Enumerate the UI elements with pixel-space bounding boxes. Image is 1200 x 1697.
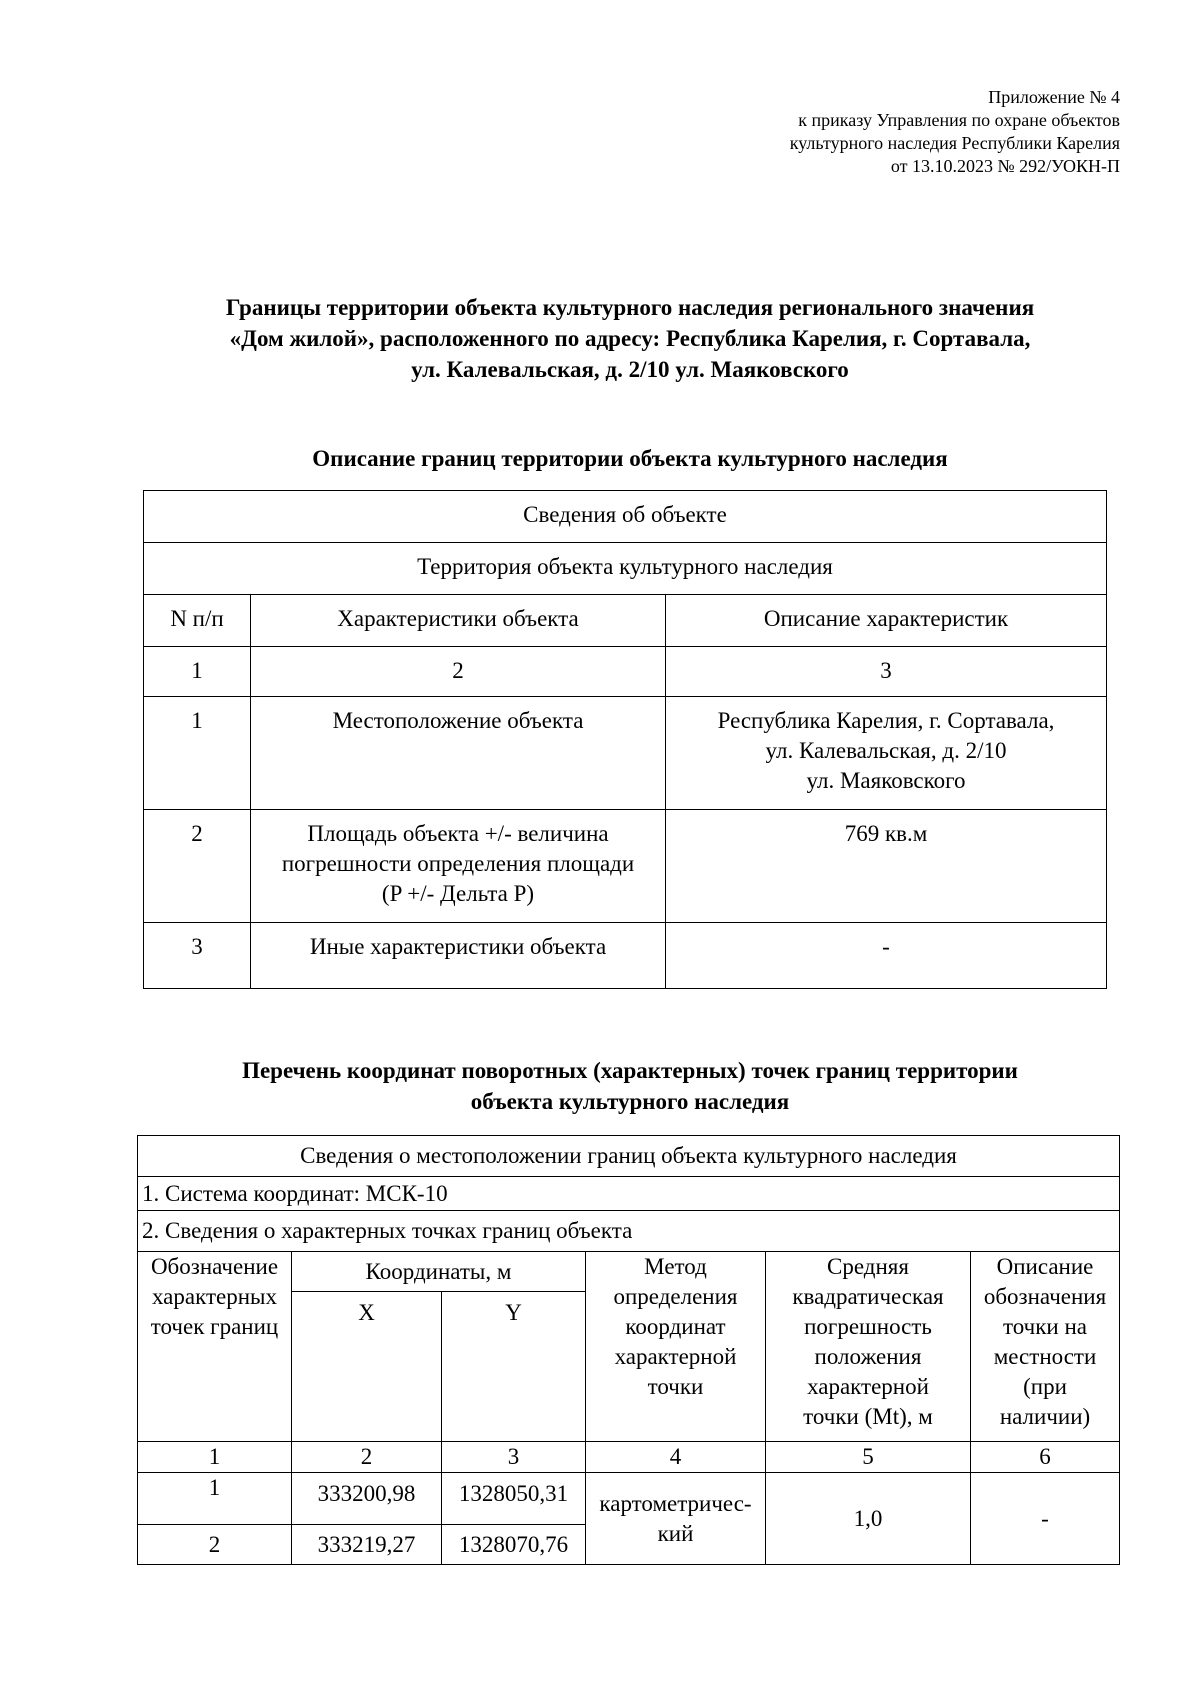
header-line: Средняя — [827, 1254, 909, 1279]
header-line: точек границ — [150, 1314, 279, 1339]
col-method — [586, 1252, 766, 1442]
char-line: Площадь объекта +/- величина — [307, 821, 609, 846]
row-characteristic — [251, 810, 666, 923]
appendix-line: к приказу Управления по охране объектов — [798, 110, 1120, 130]
char-line: погрешности определения площади — [281, 851, 635, 876]
header-line: Метод — [644, 1254, 707, 1279]
object-info-table — [143, 490, 1107, 989]
section1-title: Описание границ территории объекта культурного наследия — [312, 446, 948, 471]
method-cell — [586, 1473, 766, 1565]
header-line: наличии) — [999, 1404, 1091, 1429]
row-number: 2 — [144, 810, 251, 923]
col-num: 2 — [292, 1442, 442, 1473]
header-line: точки — [647, 1374, 704, 1399]
coordinates-table — [137, 1135, 1120, 1565]
point-x: 333219,27 — [292, 1525, 442, 1565]
col-num-2: 2 — [251, 647, 666, 697]
col-coordinates: Координаты, м — [292, 1252, 586, 1292]
point-x: 333200,98 — [292, 1473, 442, 1525]
table2-header: Сведения о местоположении границ объекта культурного наследия — [138, 1136, 1120, 1177]
col-num: 1 — [138, 1442, 292, 1473]
table-row — [138, 1473, 1120, 1525]
col-number: N п/п — [144, 595, 251, 647]
desc-line: Республика Карелия, г. Сортавала, — [717, 708, 1055, 733]
row-characteristic: Иные характеристики объекта — [251, 923, 666, 989]
title-line: «Дом жилой», расположенного по адресу: Республика Карелия, г. Сортавала, — [229, 326, 1031, 351]
col-num: 6 — [971, 1442, 1120, 1473]
header-line: точки (Mt), м — [803, 1404, 933, 1429]
header-line: характерной — [614, 1344, 737, 1369]
method-line: кий — [657, 1520, 694, 1546]
row-number: 1 — [144, 697, 251, 810]
appendix-line: культурного наследия Республики Карелия — [789, 133, 1120, 153]
appendix-line: от 13.10.2023 № 292/УОКН-П — [890, 156, 1120, 176]
section2-line: объекта культурного наследия — [470, 1089, 790, 1114]
col-num: 3 — [442, 1442, 586, 1473]
points-header: 2. Сведения о характерных точках границ объекта — [138, 1211, 1120, 1252]
header-line: определения — [613, 1284, 738, 1309]
header-line: положения — [814, 1344, 922, 1369]
table-row — [144, 697, 1107, 810]
appendix-line: Приложение № 4 — [988, 87, 1120, 107]
char-line: (P +/- Дельта P) — [381, 881, 535, 906]
header-line: местности — [993, 1344, 1097, 1369]
description-cell: - — [971, 1473, 1120, 1565]
section2-line: Перечень координат поворотных (характерных) точек границ территории — [242, 1058, 1018, 1083]
appendix-header — [790, 86, 1120, 178]
title-line: Границы территории объекта культурного наследия регионального значения — [225, 295, 1035, 320]
header-line: точки на — [1003, 1314, 1087, 1339]
col-num-3: 3 — [666, 647, 1107, 697]
col-characteristics: Характеристики объекта — [251, 595, 666, 647]
header-line: Обозначение — [150, 1254, 279, 1279]
table-row — [144, 923, 1107, 989]
header-line: обозначения — [983, 1284, 1107, 1309]
col-error — [766, 1252, 971, 1442]
row-description — [666, 697, 1107, 810]
table-row — [144, 810, 1107, 923]
header-line: координат — [625, 1314, 726, 1339]
document-title — [0, 292, 1200, 385]
point-y: 1328070,76 — [442, 1525, 586, 1565]
col-num: 4 — [586, 1442, 766, 1473]
coordinate-system: 1. Система координат: МСК-10 — [138, 1177, 1120, 1211]
point-number: 2 — [138, 1525, 292, 1565]
row-description: 769 кв.м — [666, 810, 1107, 923]
header-line: погрешность — [804, 1314, 932, 1339]
header-line: характерной — [807, 1374, 929, 1399]
col-x: X — [292, 1292, 442, 1442]
desc-line: ул. Калевальская, д. 2/10 — [765, 738, 1007, 763]
col-num-1: 1 — [144, 647, 251, 697]
point-number: 1 — [138, 1473, 292, 1525]
col-y: Y — [442, 1292, 586, 1442]
error-cell: 1,0 — [766, 1473, 971, 1565]
header-line: квадратическая — [792, 1284, 944, 1309]
header-line: характерных — [151, 1284, 277, 1309]
col-description: Описание характеристик — [666, 595, 1107, 647]
desc-line: ул. Маяковского — [806, 768, 966, 793]
point-y: 1328050,31 — [442, 1473, 586, 1525]
method-line: картометричес- — [599, 1490, 752, 1516]
row-characteristic: Местоположение объекта — [251, 697, 666, 810]
col-num: 5 — [766, 1442, 971, 1473]
col-location-description — [971, 1252, 1120, 1442]
row-description: - — [666, 923, 1107, 989]
title-line: ул. Калевальская, д. 2/10 ул. Маяковского — [411, 357, 849, 382]
row-number: 3 — [144, 923, 251, 989]
header-line: (при — [1023, 1374, 1067, 1399]
table1-header1: Сведения об объекте — [144, 491, 1107, 543]
col-point-designation — [138, 1252, 292, 1442]
header-line: Описание — [996, 1254, 1094, 1279]
section2-title — [0, 1055, 1200, 1117]
table1-header2: Территория объекта культурного наследия — [144, 543, 1107, 595]
